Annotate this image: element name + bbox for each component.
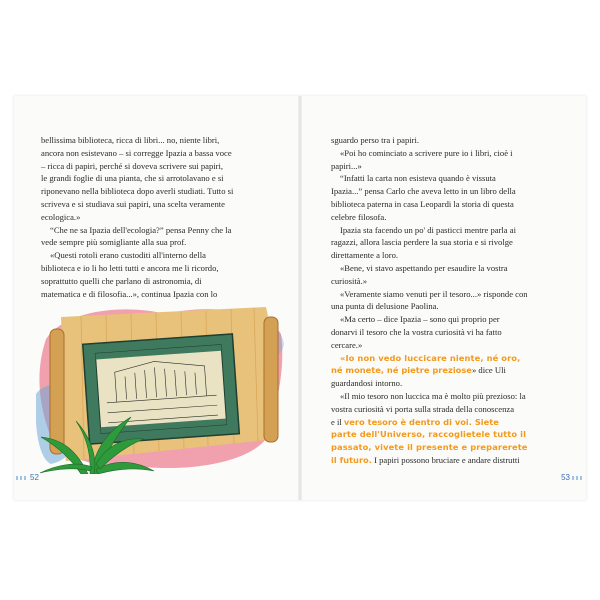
text-line: le grandi foglie di una pianta, che si arrotolavano e si (41, 173, 224, 184)
page-marker-left (16, 476, 28, 480)
highlight-quote: passato, vivete il presente e preparerete (331, 442, 528, 453)
text-line: Ipazia...” pensa Carlo che aveva letto in un libro della (331, 186, 516, 197)
text-line: vede sempre più somigliante alla sua prof. (41, 237, 187, 248)
text-line: celebre filosofa. (331, 211, 387, 222)
text-line: riponevano nella biblioteca dopo averli studiati. Tutto si (41, 186, 234, 197)
text-line: soprattutto quelli che parlano di astronomia, di (41, 275, 202, 286)
text-line: donarvi il tesoro che la vostra curiosità vi ha fatto (331, 326, 502, 337)
right-page-text (331, 134, 564, 467)
text-line: «Veramente siamo venuti per il tesoro...» risponde con (340, 288, 528, 299)
text-line: “Infatti la carta non esisteva quando è vissuta (340, 173, 496, 184)
text-line: matematica e di filosofia...», continua Ipazia con lo (41, 288, 218, 299)
text-line: ragazzi, allora lascia perdere la sua storia e si rivolge (331, 237, 513, 248)
text-fragment: e il (331, 416, 344, 427)
right-page (300, 96, 586, 500)
text-line: cercare.» (331, 339, 363, 350)
text-line: «Ma certo – dice Ipazia – sono qui proprio per (340, 314, 500, 325)
text-line: vostra curiosità vi porta sulla strada della conoscenza (331, 403, 515, 414)
text-line: «Il mio tesoro non luccica ma è molto più prezioso: la (340, 390, 526, 401)
text-line: papiri...» (331, 160, 362, 171)
text-line (331, 364, 564, 377)
text-line: curiosità.» (331, 275, 368, 286)
text-line: biblioteca e io li ho letti tutti e ancora me li ricordo, (41, 262, 219, 273)
highlight-quote: vero tesoro è dentro di voi. Siete (343, 416, 499, 427)
text-line: “Che ne sa Ipazia dell'ecologia?” pensa Penny che la (50, 224, 232, 235)
text-line: direttamente a loro. (331, 250, 399, 261)
book-spread (14, 96, 586, 500)
text-line: scriveva e si studiava sui papiri, una scelta veramente (41, 198, 225, 209)
text-line: ecologica.» (41, 211, 81, 222)
text-line: – ricca di papiri, perché si doveva scrivere sui papiri, (41, 160, 224, 171)
page-number-right: 53 (561, 473, 570, 482)
scroll-roll-left (50, 329, 64, 454)
highlight-quote: né monete, né pietre preziose (331, 365, 472, 376)
text-fragment: I papiri possono bruciare e andare distrutti (371, 454, 520, 465)
text-line: guardandosi intorno. (331, 378, 403, 389)
page-number-left: 52 (30, 473, 39, 482)
text-fragment: » dice Uli (471, 365, 506, 376)
text-line: Ipazia sta facendo un po' di pasticci mentre parla ai (340, 224, 516, 235)
highlight-quote: «Io non vedo luccicare niente, né oro, (340, 352, 521, 363)
framed-scene (83, 334, 240, 444)
text-line: bellissima biblioteca, ricca di libri... no, niente libri, (41, 135, 220, 145)
text-line: «Poi ho cominciato a scrivere pure io i libri, cioè i (340, 147, 513, 158)
highlight-quote: parte dell'Universo, raccoglietele tutto il (331, 429, 527, 440)
text-line: «Bene, vi stavo aspettando per esaudire la vostra (340, 262, 508, 273)
text-line: biblioteca paterna in casa Leopardi la storia di questa (331, 198, 514, 209)
left-page (14, 96, 300, 500)
highlight-quote: il futuro. (331, 454, 372, 465)
text-line: ancora non esistevano – si corregge Ipazia a bassa voce (41, 147, 232, 158)
text-line (331, 454, 564, 467)
page-marker-right (572, 476, 584, 480)
text-line: una punta di delusione Paolina. (331, 301, 439, 312)
scroll-roll-right (264, 317, 278, 442)
left-page-text (41, 134, 273, 300)
text-line: «Questi rotoli erano custoditi all'interno della (50, 250, 206, 261)
text-line (331, 416, 564, 429)
text-line: sguardo perso tra i papiri. (331, 135, 420, 145)
papyrus-illustration (36, 299, 286, 474)
